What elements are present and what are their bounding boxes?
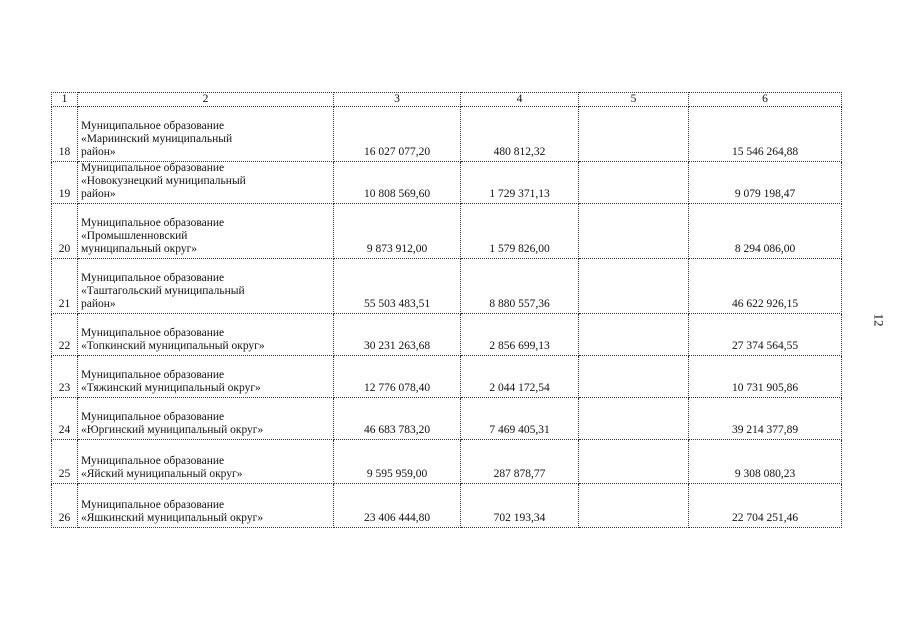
municipality-name-cell bbox=[78, 314, 334, 356]
column-6-value: 15 546 264,88 bbox=[689, 107, 842, 162]
column-6-value: 46 622 926,15 bbox=[689, 259, 842, 314]
column-4-value: 2 856 699,13 bbox=[461, 314, 579, 356]
column-5-value bbox=[579, 398, 689, 440]
table-header bbox=[52, 93, 842, 107]
municipality-name-line: «Новокузнецкий муниципальный bbox=[81, 175, 246, 187]
column-5-value bbox=[579, 204, 689, 259]
municipality-name-line: «Промышленновский bbox=[81, 230, 188, 242]
municipality-name-line: «Юргинский муниципальный округ» bbox=[81, 424, 264, 436]
municipality-name-cell bbox=[78, 204, 334, 259]
municipality-name-line: Муниципальное образование bbox=[81, 455, 225, 467]
municipality-name-line: район» bbox=[81, 146, 116, 158]
table-row bbox=[52, 314, 842, 356]
table-body bbox=[52, 107, 842, 528]
column-6-value: 9 308 080,23 bbox=[689, 440, 842, 484]
column-4-value: 7 469 405,31 bbox=[461, 398, 579, 440]
municipality-name-line: Муниципальное образование bbox=[81, 272, 225, 284]
row-number-cell: 24 bbox=[52, 398, 78, 440]
column-header-6: 6 bbox=[689, 93, 842, 107]
column-3-value: 12 776 078,40 bbox=[334, 356, 461, 398]
column-4-value: 702 193,34 bbox=[461, 484, 579, 528]
municipality-name-line: «Мариинский муниципальный bbox=[81, 133, 233, 145]
municipality-name-line: «Яйский муниципальный округ» bbox=[81, 468, 243, 480]
municipality-name-line: Муниципальное образование bbox=[81, 499, 225, 511]
column-3-value: 9 873 912,00 bbox=[334, 204, 461, 259]
table-row bbox=[52, 440, 842, 484]
municipality-name-line: Муниципальное образование bbox=[81, 120, 225, 132]
header-row bbox=[52, 93, 842, 107]
column-header-5: 5 bbox=[579, 93, 689, 107]
row-number-cell: 19 bbox=[52, 162, 78, 204]
column-header-2: 2 bbox=[78, 93, 334, 107]
row-number-cell: 21 bbox=[52, 259, 78, 314]
municipality-name-cell bbox=[78, 356, 334, 398]
row-number-cell: 22 bbox=[52, 314, 78, 356]
column-5-value bbox=[579, 162, 689, 204]
municipality-name-line: район» bbox=[81, 298, 116, 310]
column-header-1: 1 bbox=[52, 93, 78, 107]
table-row bbox=[52, 356, 842, 398]
column-5-value bbox=[579, 440, 689, 484]
column-6-value: 8 294 086,00 bbox=[689, 204, 842, 259]
column-5-value bbox=[579, 484, 689, 528]
table-row bbox=[52, 398, 842, 440]
column-6-value: 10 731 905,86 bbox=[689, 356, 842, 398]
municipality-name-line: Муниципальное образование bbox=[81, 217, 225, 229]
table-row bbox=[52, 162, 842, 204]
column-5-value bbox=[579, 107, 689, 162]
column-header-4: 4 bbox=[461, 93, 579, 107]
municipality-name-line: «Тяжинский муниципальный округ» bbox=[81, 382, 261, 394]
column-header-3: 3 bbox=[334, 93, 461, 107]
municipality-name-cell bbox=[78, 484, 334, 528]
column-3-value: 55 503 483,51 bbox=[334, 259, 461, 314]
column-5-value bbox=[579, 356, 689, 398]
column-4-value: 1 579 826,00 bbox=[461, 204, 579, 259]
column-3-value: 23 406 444,80 bbox=[334, 484, 461, 528]
municipality-name-line: Муниципальное образование bbox=[81, 162, 225, 174]
column-3-value: 9 595 959,00 bbox=[334, 440, 461, 484]
column-5-value bbox=[579, 259, 689, 314]
row-number-cell: 23 bbox=[52, 356, 78, 398]
municipality-name-cell bbox=[78, 440, 334, 484]
column-4-value: 2 044 172,54 bbox=[461, 356, 579, 398]
column-3-value: 10 808 569,60 bbox=[334, 162, 461, 204]
page-number: 12 bbox=[871, 313, 887, 327]
municipality-name-line: «Таштагольский муниципальный bbox=[81, 285, 245, 297]
column-4-value: 480 812,32 bbox=[461, 107, 579, 162]
municipality-name-cell bbox=[78, 398, 334, 440]
municipality-name-line: Муниципальное образование bbox=[81, 411, 225, 423]
row-number-cell: 20 bbox=[52, 204, 78, 259]
column-3-value: 30 231 263,68 bbox=[334, 314, 461, 356]
column-4-value: 8 880 557,36 bbox=[461, 259, 579, 314]
table-row bbox=[52, 107, 842, 162]
column-6-value: 27 374 564,55 bbox=[689, 314, 842, 356]
municipality-name-cell bbox=[78, 162, 334, 204]
data-table bbox=[51, 92, 842, 528]
row-number-cell: 18 bbox=[52, 107, 78, 162]
municipality-name-line: «Топкинский муниципальный округ» bbox=[81, 340, 265, 352]
municipality-name-line: муниципальный округ» bbox=[81, 243, 198, 255]
municipality-name-cell bbox=[78, 259, 334, 314]
municipality-name-line: «Яшкинский муниципальный округ» bbox=[81, 512, 264, 524]
municipality-name-line: район» bbox=[81, 188, 116, 200]
column-6-value: 39 214 377,89 bbox=[689, 398, 842, 440]
column-3-value: 46 683 783,20 bbox=[334, 398, 461, 440]
row-number-cell: 26 bbox=[52, 484, 78, 528]
municipality-name-line: Муниципальное образование bbox=[81, 327, 225, 339]
table-row bbox=[52, 204, 842, 259]
column-4-value: 287 878,77 bbox=[461, 440, 579, 484]
column-5-value bbox=[579, 314, 689, 356]
table-row bbox=[52, 259, 842, 314]
column-6-value: 22 704 251,46 bbox=[689, 484, 842, 528]
column-6-value: 9 079 198,47 bbox=[689, 162, 842, 204]
column-4-value: 1 729 371,13 bbox=[461, 162, 579, 204]
column-3-value: 16 027 077,20 bbox=[334, 107, 461, 162]
municipality-name-line: Муниципальное образование bbox=[81, 369, 225, 381]
row-number-cell: 25 bbox=[52, 440, 78, 484]
table-row bbox=[52, 484, 842, 528]
municipality-name-cell bbox=[78, 107, 334, 162]
